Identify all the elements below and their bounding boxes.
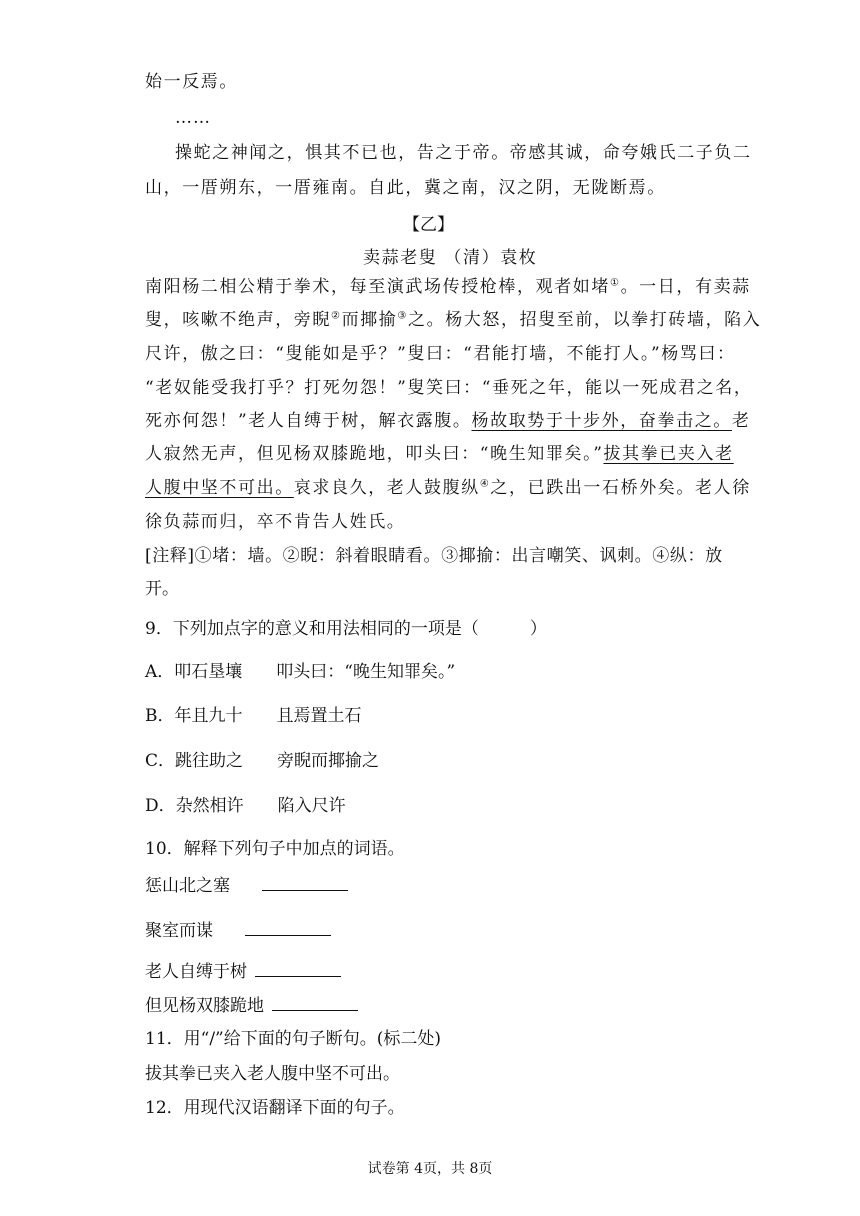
yi-line-5-a: 死亦何怨！”老人自缚于树，解衣露腹。 bbox=[145, 411, 472, 431]
jia-line-1: 始一反焉。 bbox=[145, 72, 238, 92]
q10-item-2-text: 聚室而谋 bbox=[145, 921, 213, 941]
yi-line-7-b: 哀求良久，老人鼓腹纵 bbox=[293, 478, 480, 498]
underlined-sentence-1: 杨故取势于十步外，奋拳击之。 bbox=[471, 411, 732, 431]
yi-line-5-c: 老 bbox=[731, 411, 751, 431]
jia-line-3: 山，一厝朔东，一厝雍南。自此，冀之南，汉之阴，无陇断焉。 bbox=[145, 178, 666, 198]
yi-line-7 bbox=[145, 478, 751, 498]
q10-item-4-text: 但见杨双膝跪地 bbox=[145, 996, 264, 1016]
q11-sentence: 拔其拳已夹入老人腹中坚不可出。 bbox=[145, 1064, 400, 1084]
underlined-sentence-2-end: 人腹中坚不可出。 bbox=[145, 478, 294, 498]
yi-line-2-a: 叟，咳嗽不绝声，旁睨 bbox=[145, 310, 331, 330]
page-footer: 试卷第 4页，共 8页 bbox=[367, 1161, 493, 1177]
q10-item-1-text: 惩山北之塞 bbox=[145, 876, 230, 896]
note-ref-4: ④ bbox=[479, 478, 491, 490]
note-ref-3: ③ bbox=[397, 310, 408, 322]
q9-stem: 9．下列加点字的意义和用法相同的一项是（ ） bbox=[145, 619, 547, 639]
yi-line-1-a: 南阳杨二相公精于拳术，每至演武场传授枪棒，观者如堵 bbox=[145, 277, 610, 297]
answer-blank[interactable] bbox=[272, 994, 358, 1011]
yi-line-1-b: 。一日，有卖蒜 bbox=[620, 277, 751, 297]
q10-stem: 10．解释下列句子中加点的词语。 bbox=[145, 839, 405, 859]
yi-line-7-c: 之，已跌出一石桥外矣。老人徐 bbox=[490, 478, 751, 498]
notes-line-2: 开。 bbox=[145, 579, 179, 599]
q9-option-b: B．年且九十 且焉置土石 bbox=[145, 706, 362, 726]
yi-line-1 bbox=[145, 277, 751, 297]
q10-item-2 bbox=[145, 919, 331, 941]
answer-blank[interactable] bbox=[245, 919, 331, 936]
underlined-sentence-2-start: 拔其拳已夹入老 bbox=[603, 444, 734, 464]
yi-line-2-c: 之。杨大怒，招叟至前，以拳打砖墙，陷入 bbox=[407, 310, 762, 330]
yi-line-2-b: 而揶揄 bbox=[341, 310, 398, 330]
yi-title: 卖蒜老叟 （清）袁枚 bbox=[363, 248, 538, 268]
yi-line-2 bbox=[145, 310, 761, 330]
yi-line-4: “老奴能受我打乎？打死勿怨！”叟笑曰：“垂死之年，能以一死成君之名， bbox=[145, 378, 753, 398]
q9-option-c: C．跳往助之 旁睨而揶揄之 bbox=[145, 751, 380, 771]
jia-ellipsis: …… bbox=[175, 108, 211, 128]
q9-option-a: A．叩石垦壤 叩头曰：“晚生知罪矣。” bbox=[145, 662, 456, 682]
note-ref-2: ② bbox=[331, 310, 342, 322]
q12-stem: 12．用现代汉语翻译下面的句子。 bbox=[145, 1098, 405, 1118]
yi-heading: 【乙】 bbox=[403, 215, 454, 235]
jia-line-2: 操蛇之神闻之，惧其不已也，告之于帝。帝感其诚，命夸娥氏二子负二 bbox=[175, 143, 752, 163]
answer-blank[interactable] bbox=[262, 874, 348, 891]
q11-stem: 11．用“/”给下面的句子断句。(标二处) bbox=[145, 1029, 442, 1049]
q9-option-d: D．杂然相许 陷入尺许 bbox=[145, 796, 346, 816]
yi-line-5 bbox=[145, 411, 751, 431]
q10-item-3-text: 老人自缚于树 bbox=[145, 962, 247, 982]
yi-line-3: 尺许，傲之曰：“叟能如是乎？”叟曰：“君能打墙，不能打人。”杨骂曰： bbox=[145, 344, 736, 364]
yi-line-6-a: 人寂然无声，但见杨双膝跪地，叩头曰：“晚生知罪矣。” bbox=[145, 444, 604, 464]
notes-line-1: [注释]①堵：墙。②睨：斜着眼睛看。③揶揄：出言嘲笑、讽刺。④纵：放 bbox=[145, 546, 723, 566]
answer-blank[interactable] bbox=[255, 960, 341, 977]
q10-item-1 bbox=[145, 874, 348, 896]
yi-line-6 bbox=[145, 444, 734, 464]
q10-item-3 bbox=[145, 960, 341, 982]
yi-line-8: 徐负蒜而归，卒不肯告人姓氏。 bbox=[145, 512, 406, 532]
q10-item-4 bbox=[145, 994, 358, 1016]
note-ref-1: ① bbox=[610, 277, 621, 289]
